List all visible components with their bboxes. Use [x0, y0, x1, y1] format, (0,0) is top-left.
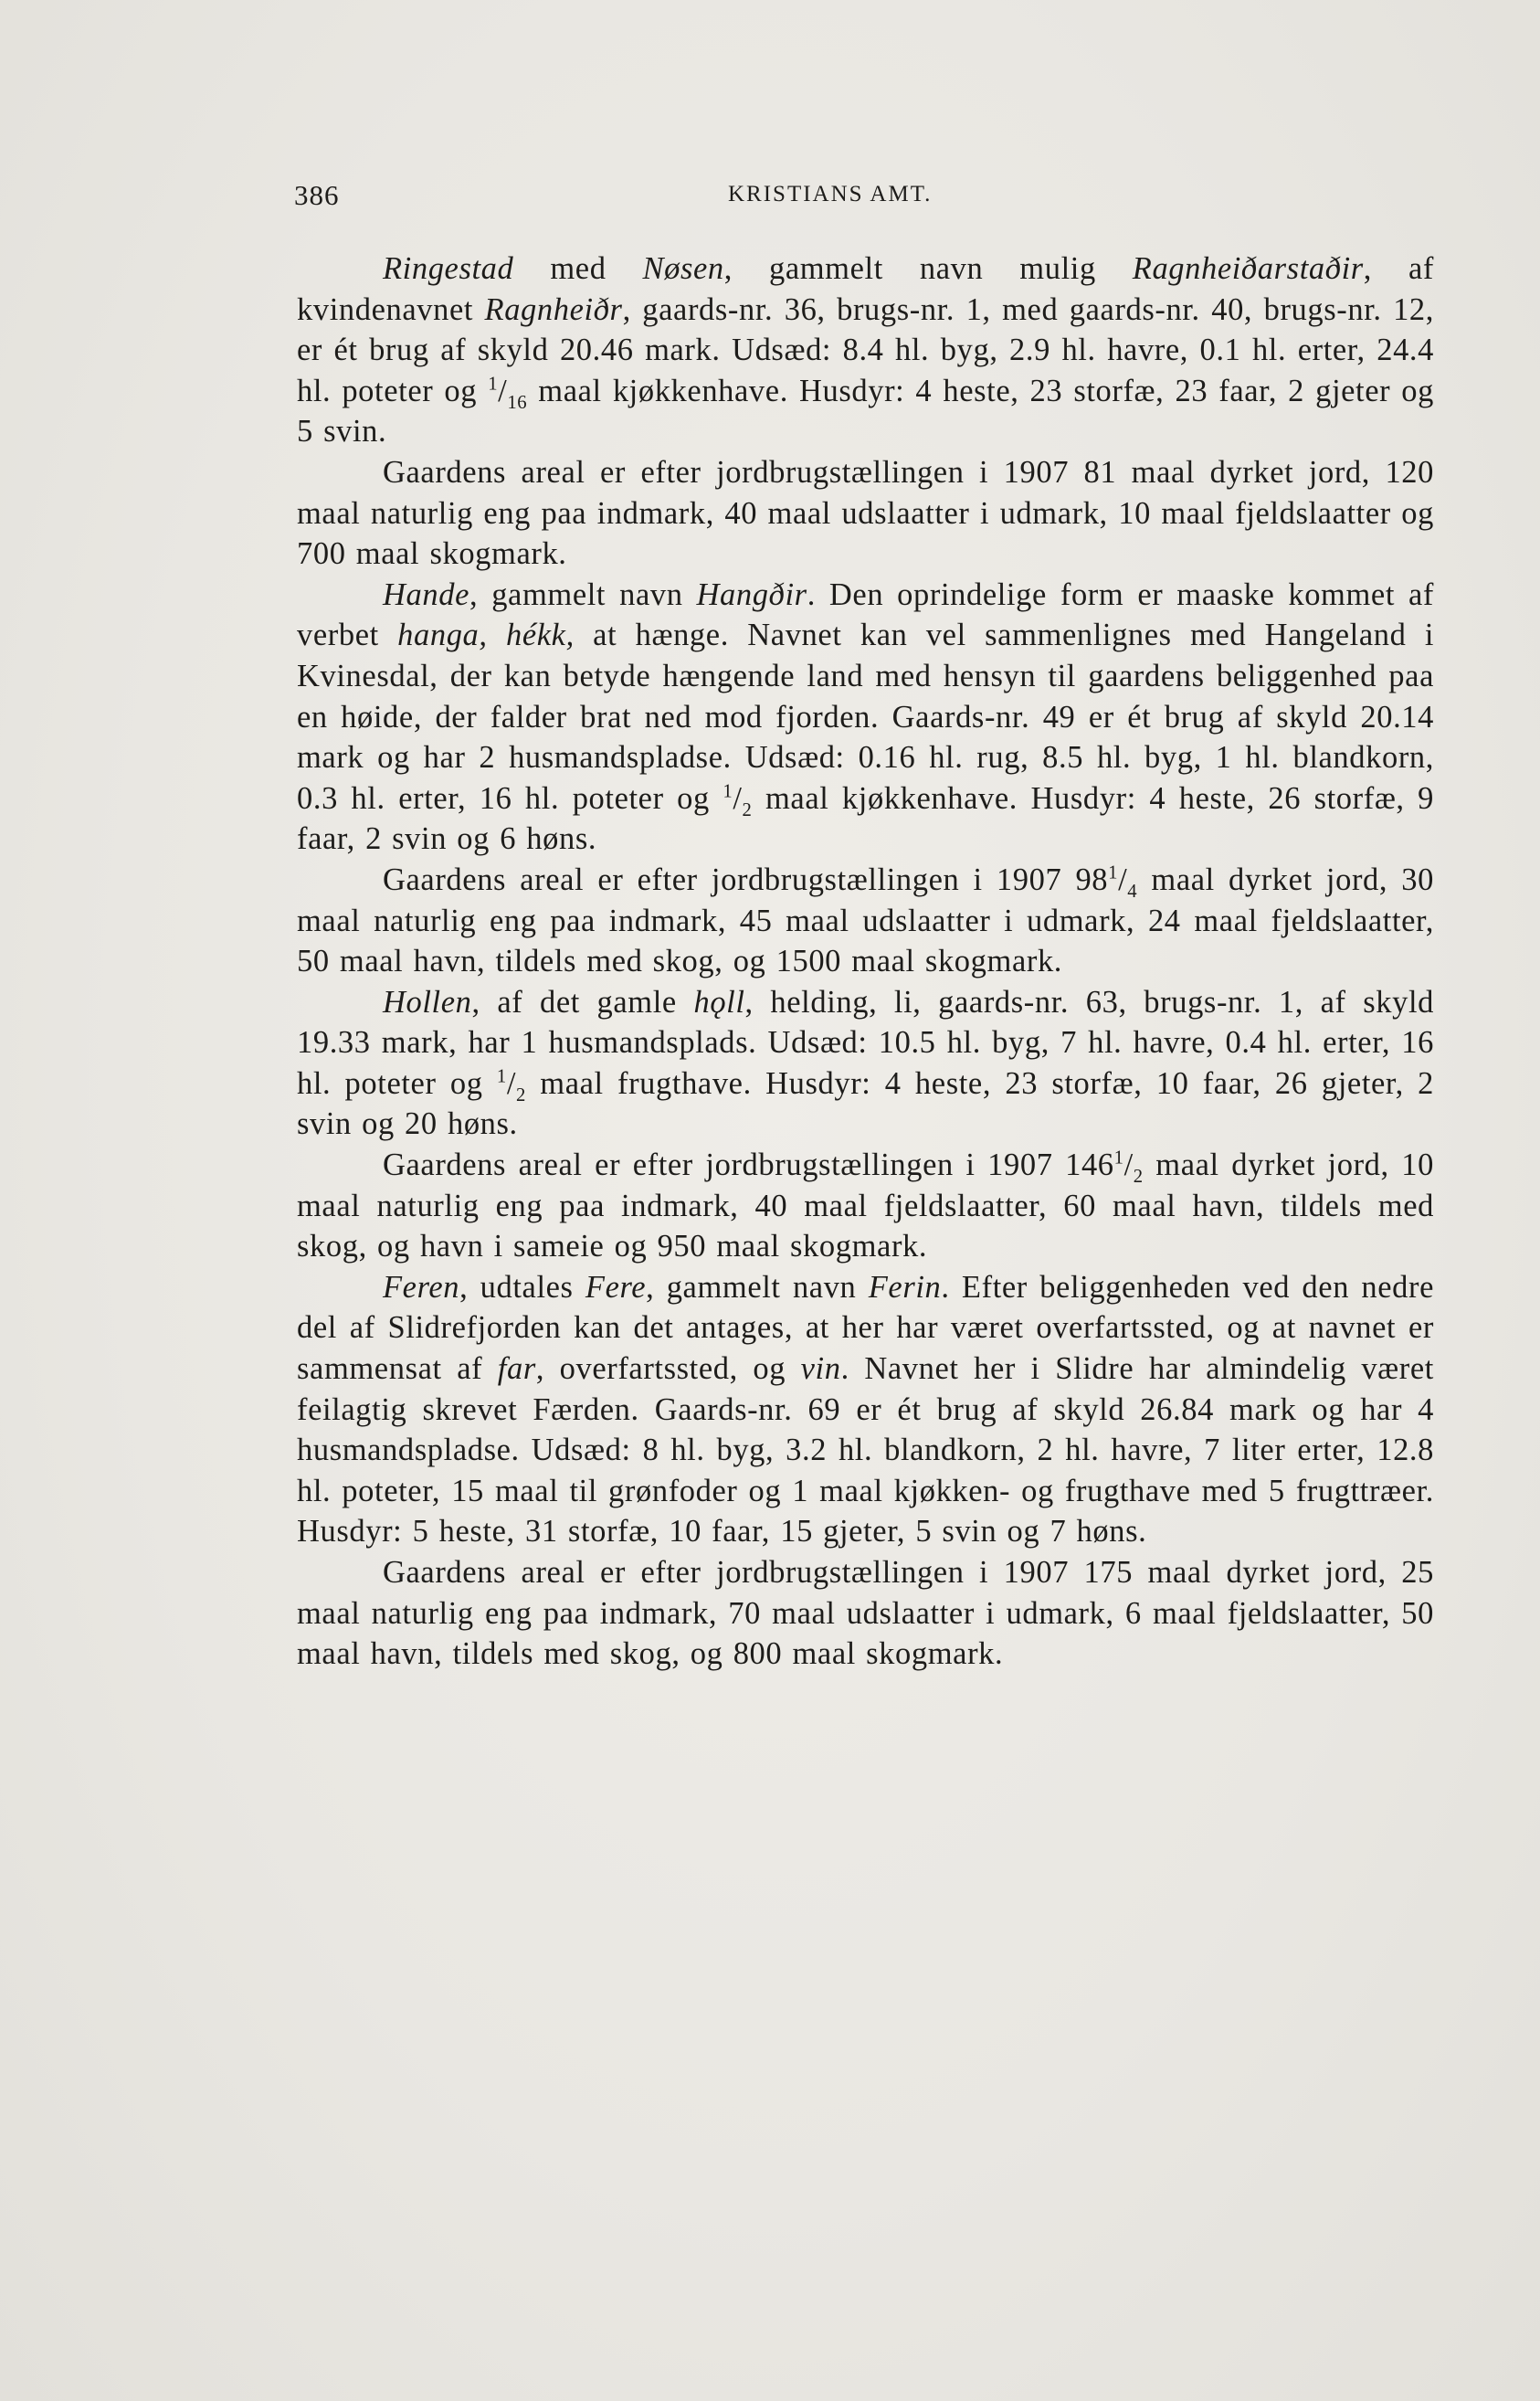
- text-run: maal dyrket jord, 30 maal naturlig eng paa indmark, 45 maal udslaatter i udmark, 24 maal fjeldslaatter, 50 maal havn, tildels med skog, og 1500 maal skogmark.: [297, 862, 1434, 979]
- text-run: maal kjøkkenhave. Husdyr: 4 heste, 26 storfæ, 9 faar, 2 svin og 6 høns.: [297, 780, 1435, 857]
- text-run: /: [1123, 1148, 1134, 1183]
- italic-term: vin: [800, 1351, 841, 1387]
- italic-term: Nøsen: [642, 251, 724, 286]
- italic-term: Hande: [383, 576, 469, 612]
- paragraph: [297, 982, 1434, 1145]
- page-number: 386: [294, 179, 340, 211]
- italic-term: hǫll: [693, 984, 745, 1020]
- text-run: , af kvindenavnet: [297, 251, 1434, 327]
- fraction-numerator: 1: [723, 781, 733, 802]
- italic-term: Ragnheiðr: [484, 291, 623, 327]
- fraction-denominator: 2: [742, 799, 753, 820]
- text-run: . Navnet her i Slidre har almindelig været feilagtig skrevet Færden. Gaards-nr. 69 er ét brug af skyld 26.84 mark og har 4 husmandspladse. Udsæd: 8 hl. byg, 3.2 hl. blandkorn, 2 hl. havre, 7 liter erter, 12.8 hl. poteter, 15 maal til grønfoder og 1 maal kjøkken- og frugthave med 5 frugttræer. Husdyr: 5 heste, 31 storfæ, 10 faar, 15 gjeter, 5 svin og 7 høns.: [297, 1351, 1434, 1550]
- text-run: , gammelt navn: [646, 1269, 869, 1305]
- text-run: /: [733, 780, 743, 816]
- text-run: maal kjøkkenhave. Husdyr: 4 heste, 23 storfæ, 23 faar, 2 gjeter og 5 svin.: [297, 373, 1435, 450]
- text-run: , gaards-nr. 36, brugs-nr. 1, med gaards-nr. 40, brugs-nr. 12, er ét brug af skyld 20.46 mark. Udsæd: 8.4 hl. byg, 2.9 hl. havre, 0.1 hl. erter, 24.4 hl. poteter og: [297, 291, 1434, 408]
- paragraph: [297, 1267, 1434, 1552]
- text-run: , helding, li, gaards-nr. 63, brugs-nr. 1, af skyld 19.33 mark, har 1 husmandsplads. Udsæd: 10.5 hl. byg, 7 hl. havre, 0.4 hl. erter, 16 hl. poteter og: [297, 984, 1435, 1101]
- italic-term: hanga, hékk,: [397, 618, 575, 653]
- running-head: [294, 179, 1436, 216]
- text-run: , gammelt navn mulig: [723, 251, 1133, 286]
- fraction-denominator: 16: [507, 392, 528, 413]
- text-run: , gammelt navn: [469, 576, 697, 612]
- fraction-denominator: 4: [1127, 881, 1138, 902]
- italic-term: Fere: [585, 1269, 647, 1305]
- paragraph: [297, 575, 1434, 860]
- fraction-numerator: 1: [488, 374, 499, 395]
- italic-term: Ringestad: [383, 251, 514, 286]
- italic-term: Ferin: [868, 1269, 942, 1305]
- text-run: at hænge. Navnet kan vel sammenlignes med Hangeland i Kvinesdal, der kan betyde hængende land med hensyn til gaardens beliggenhed paa en høide, der falder brat ned mod fjorden. Gaards-nr. 49 er ét brug af skyld 20.14 mark og har 2 husmandspladse. Udsæd: 0.16 hl. rug, 8.5 hl. byg, 1 hl. blandkorn, 0.3 hl. erter, 16 hl. poteter og: [297, 618, 1434, 816]
- text-run: , udtales: [459, 1269, 585, 1305]
- italic-term: Ragnheiðarstaðir: [1132, 251, 1364, 286]
- fraction-numerator: 1: [1113, 1148, 1124, 1169]
- text-run: /: [506, 1065, 516, 1101]
- text-run: . Efter beliggenheden ved den nedre del af Slidrefjorden kan det antages, at her har været overfartssted, og at navnet er sammensat af: [297, 1269, 1434, 1387]
- text-run: , af det gamle: [471, 984, 694, 1020]
- text-run: med: [513, 251, 643, 286]
- paragraph: [297, 249, 1434, 452]
- text-run: Gaardens areal er efter jordbrugstællingen i 1907 98: [383, 862, 1109, 897]
- text-run: . Den oprindelige form er maaske kommet af verbet: [297, 576, 1434, 653]
- text-run: Gaardens areal er efter jordbrugstællingen i 1907 81 maal dyrket jord, 120 maal naturlig eng paa indmark, 40 maal udslaatter i udmark, 10 maal fjeldslaatter og 700 maal skogmark.: [297, 454, 1434, 572]
- text-run: /: [498, 373, 508, 408]
- fraction-numerator: 1: [1108, 862, 1119, 883]
- paragraph: [297, 452, 1434, 575]
- body-text: [297, 249, 1434, 1675]
- paragraph: [297, 1552, 1434, 1675]
- text-run: /: [1118, 862, 1128, 897]
- text-run: maal dyrket jord, 10 maal naturlig eng paa indmark, 40 maal fjeldslaatter, 60 maal havn, tildels med skog, og havn i sameie og 950 maal skogmark.: [297, 1148, 1434, 1264]
- italic-term: far: [497, 1351, 536, 1387]
- fraction-denominator: 2: [516, 1084, 526, 1105]
- fraction-denominator: 2: [1133, 1166, 1144, 1187]
- paragraph: [297, 860, 1434, 982]
- text-run: Gaardens areal er efter jordbrugstællingen i 1907 175 maal dyrket jord, 25 maal naturlig eng paa indmark, 70 maal udslaatter i udmark, 6 maal fjeldslaatter, 50 maal havn, tildels med skog, og 800 maal skogmark.: [297, 1555, 1434, 1672]
- fraction-numerator: 1: [496, 1066, 507, 1087]
- paragraph: [297, 1145, 1434, 1267]
- running-title: KRISTIANS AMT.: [728, 182, 933, 206]
- text-run: maal frugthave. Husdyr: 4 heste, 23 storfæ, 10 faar, 26 gjeter, 2 svin og 20 høns.: [297, 1065, 1435, 1142]
- italic-term: Feren: [383, 1269, 460, 1305]
- text-run: Gaardens areal er efter jordbrugstællingen i 1907 146: [383, 1148, 1114, 1183]
- text-run: , overfartssted, og: [535, 1351, 801, 1387]
- italic-term: Hollen: [383, 984, 472, 1020]
- italic-term: Hangðir: [696, 576, 807, 612]
